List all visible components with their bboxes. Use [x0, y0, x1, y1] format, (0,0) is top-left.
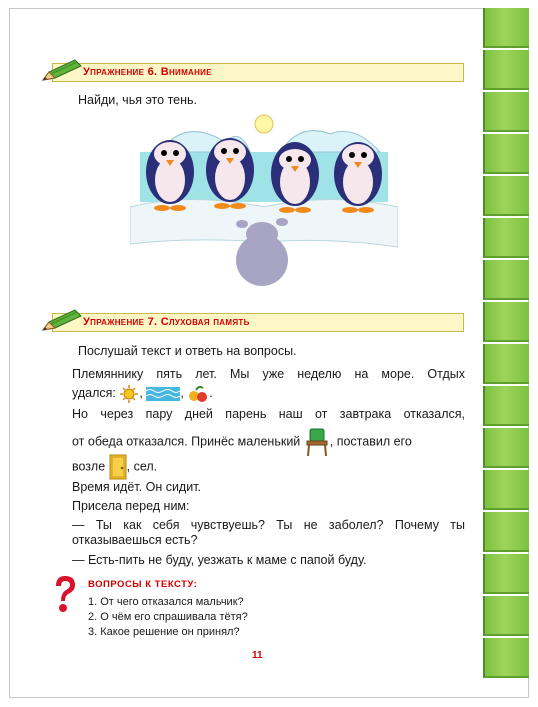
sun-icon — [119, 385, 139, 403]
side-tab-strip — [483, 8, 529, 698]
story-line-9: отказываешься есть? — [72, 533, 198, 547]
pencil-icon — [39, 308, 83, 336]
side-tab — [483, 302, 529, 342]
side-tab — [483, 428, 529, 468]
story-line-1: Племяннику пять лет. Мы уже неделю на море. Отдых — [72, 367, 465, 381]
question-item: 1. От чего отказался мальчик? — [88, 596, 244, 608]
chair-icon — [304, 427, 330, 457]
side-tab — [483, 176, 529, 216]
question-item: 2. О чём его спрашивала тётя? — [88, 611, 248, 623]
side-tab — [483, 218, 529, 258]
side-tab — [483, 260, 529, 300]
story-line-6: Время идёт. Он сидит. — [72, 480, 202, 494]
side-tab — [483, 50, 529, 90]
side-tab — [483, 134, 529, 174]
side-tab — [483, 344, 529, 384]
exercise-6-header — [52, 63, 464, 82]
side-tab — [483, 596, 529, 636]
exercise-6-instruction: Найди, чья это тень. — [78, 93, 197, 107]
story-line-7: Присела перед ним: — [72, 499, 190, 513]
story-line-8: — Ты как себя чувствуешь? Ты не заболел? Почему ты — [72, 518, 465, 532]
story-line-4-text: от обеда отказался. Принёс маленький — [72, 434, 301, 449]
story-line-2: удался: , , . — [72, 383, 465, 404]
sea-waves-icon — [146, 387, 180, 401]
exercise-7-header — [52, 313, 464, 332]
questions-title: ВОПРОСЫ К ТЕКСТУ: — [88, 579, 198, 590]
pencil-icon — [39, 58, 83, 86]
story-line-2-text: удался: — [72, 386, 116, 400]
side-tab — [483, 92, 529, 132]
side-tab — [483, 386, 529, 426]
page-number: 11 — [252, 650, 263, 661]
exercise-6-title: Упражнение 6. Внимание — [83, 66, 212, 78]
side-tab — [483, 638, 529, 678]
side-tab — [483, 554, 529, 594]
fruit-icon — [187, 385, 209, 403]
story-line-5-end: , сел. — [126, 459, 158, 474]
question-item: 3. Какое решение он принял? — [88, 626, 240, 638]
question-mark-icon — [52, 574, 78, 614]
story-line-4 — [72, 427, 465, 457]
side-tab — [483, 8, 529, 48]
story-line-3: Но через пару дней парень наш от завтрака отказался, — [72, 407, 465, 421]
exercise-7-instruction: Послушай текст и ответь на вопросы. — [78, 344, 297, 358]
story-line-4-end: , поставил его — [329, 434, 412, 449]
penguins-illustration — [130, 112, 398, 292]
story-line-5-text: возле — [72, 459, 106, 474]
exercise-7-title: Упражнение 7. Слуховая память — [83, 316, 250, 328]
side-tab — [483, 470, 529, 510]
side-tab — [483, 512, 529, 552]
story-line-10: — Есть-пить не буду, уезжать к маме с папой буду. — [72, 553, 367, 567]
